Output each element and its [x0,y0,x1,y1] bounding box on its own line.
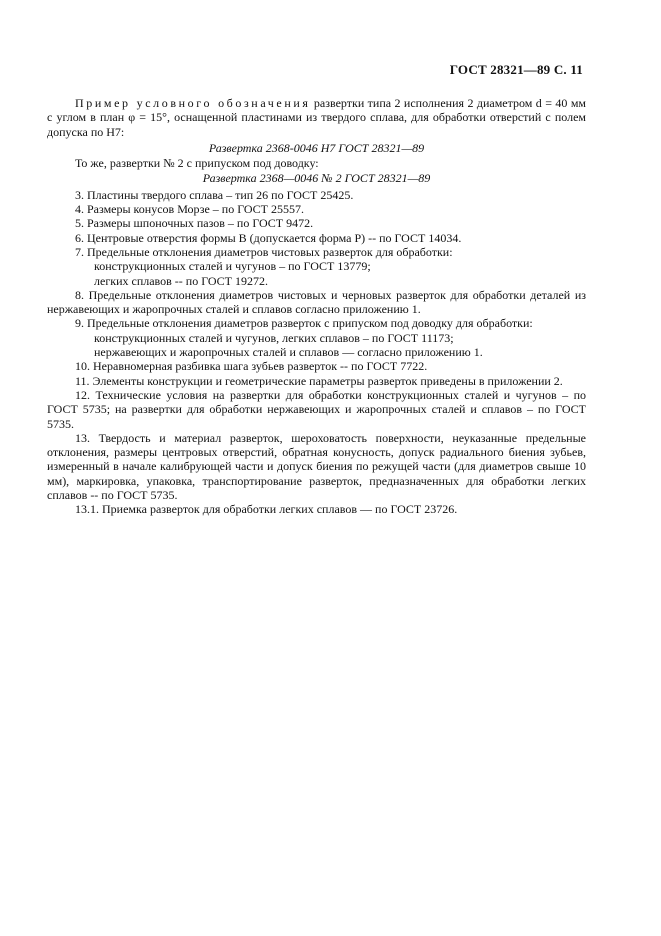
item-7-a: конструкционных сталей и чугунов – по ГОСТ 13779; [94,259,371,274]
intro-spaced-heading: Пример условного обозначения [75,96,311,110]
same-text: То же, развертки № 2 с припуском под доводку: [75,156,319,171]
page-header: ГОСТ 28321—89 С. 11 [449,62,583,77]
item-7-b: легких сплавов -- по ГОСТ 19272. [94,273,268,288]
designation-example-1: Развертка 2368-0046 Н7 ГОСТ 28321—89 [208,140,425,155]
intro-text: развертки типа 2 исполнения 2 диаметром d = 40 мм с углом в план φ = 15°, оснащенной пластинами из твердого сплава, для обработки отверстий с полем допуска по Н7: [47,96,587,139]
item-13-1: 13.1. Приемка разверток для обработки легких сплавов — по ГОСТ 23726. [75,502,458,517]
document-body [47,96,586,517]
item-13: 13. Твердость и материал разверток, шероховатость поверхности, неуказанные предельные отклонения, размеры центровых отверстий, обратная конусность, допуск радиального биения зубьев, измеренный в начале калибрующей части и допуск биения по режущей части (для диаметров свыше 10 мм), маркировка, упаковка, транспортирование разверток, предназначенных для обработки легких сплавов -- по ГОСТ 5735. [47,430,586,503]
designation-example-2: Развертка 2368—0046 № 2 ГОСТ 28321—89 [202,171,431,186]
item-11: 11. Элементы конструкции и геометрические параметры разверток приведены в приложении 2. [75,373,563,388]
item-9-a: конструкционных сталей и чугунов, легких сплавов – по ГОСТ 11173; [94,330,454,345]
item-7: 7. Предельные отклонения диаметров чистовых разверток для обработки: [75,244,453,259]
item-5: 5. Размеры шпоночных пазов – по ГОСТ 9472. [75,216,314,231]
item-9-b: нержавеющих и жаропрочных сталей и сплавов — согласно приложению 1. [94,345,483,360]
item-3: 3. Пластины твердого сплава – тип 26 по ГОСТ 25425. [75,187,354,202]
item-4: 4. Размеры конусов Морзе – по ГОСТ 25557. [75,202,304,217]
item-12: 12. Технические условия на развертки для обработки конструкционных сталей и чугунов – по ГОСТ 5735; на развертки для обработки нержавеющих и жаропрочных сталей и сплавов – по ГОСТ 5735. [47,387,586,431]
intro-paragraph [47,96,586,139]
item-9: 9. Предельные отклонения диаметров разверток с припуском под доводку для обработки: [75,316,533,331]
item-6: 6. Центровые отверстия формы В (допускается форма Р) -- по ГОСТ 14034. [75,230,462,245]
item-10: 10. Неравномерная разбивка шага зубьев разверток -- по ГОСТ 7722. [75,359,428,374]
item-8: 8. Предельные отклонения диаметров чистовых и черновых разверток для обработки деталей из нержавеющих и жаропрочных сталей и сплавов согласно приложению 1. [47,287,586,317]
